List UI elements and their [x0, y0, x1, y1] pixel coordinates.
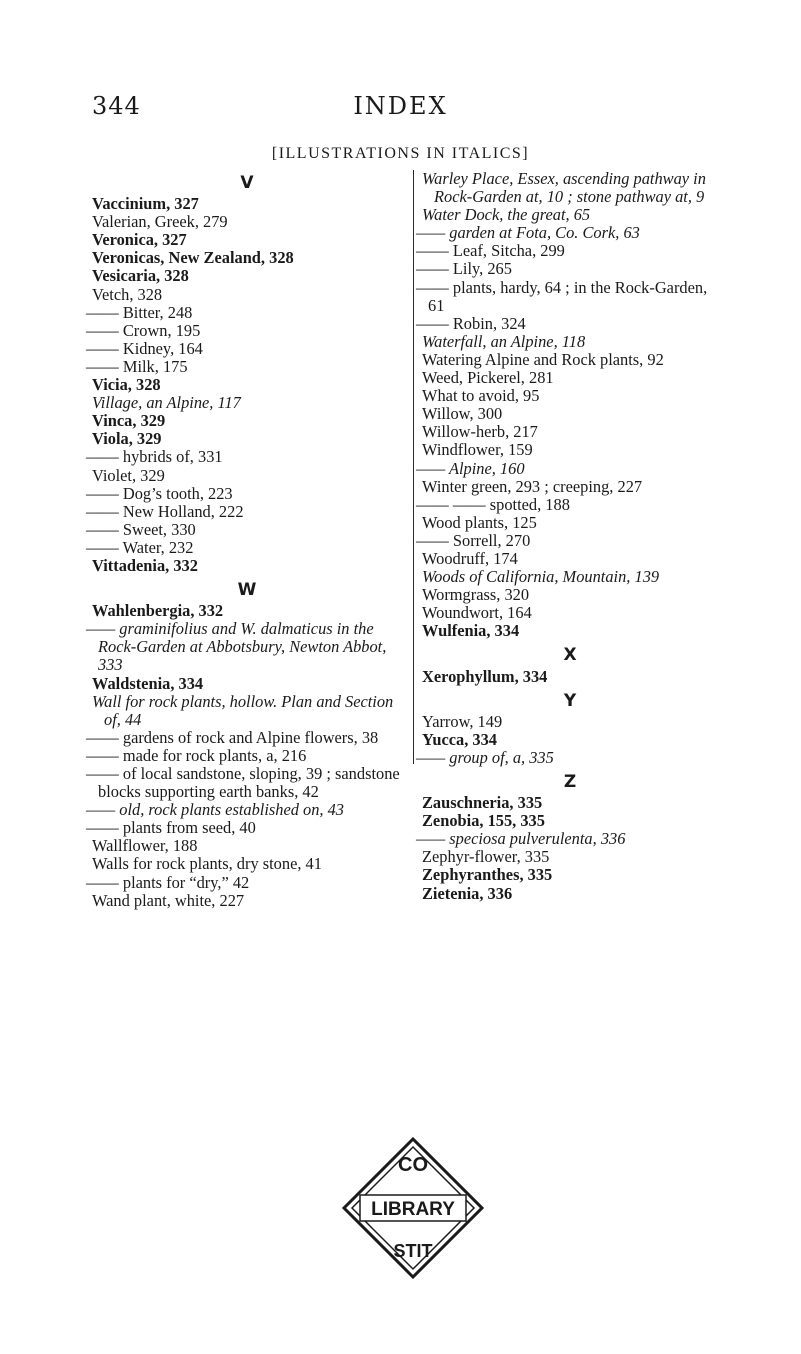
- section-letter: Z: [563, 772, 577, 792]
- index-entry: Vinca, 329: [92, 411, 166, 431]
- index-entry: Walls for rock plants, dry stone, 41: [92, 854, 322, 874]
- index-entry: Zephyr-flower, 335: [422, 847, 550, 867]
- index-entry: Yarrow, 149: [422, 711, 503, 731]
- index-entry: Xerophyllum, 334: [422, 666, 548, 686]
- page-header: [0, 92, 801, 132]
- index-entry: —— Dog’s tooth, 223: [86, 483, 233, 503]
- index-entry: Wormgrass, 320: [422, 585, 530, 605]
- section-letter: X: [563, 645, 577, 666]
- index-entry: —— Milk, 175: [86, 356, 188, 376]
- index-entry: Willow, 300: [422, 404, 503, 424]
- index-entry: Woundwort, 164: [422, 603, 532, 623]
- index-entry: Wall for rock plants, hollow. Plan and Section of, 44: [92, 691, 394, 729]
- index-entry: Wahlenbergia, 332: [92, 601, 224, 621]
- index-entry: Violet, 329: [92, 465, 165, 485]
- index-entry: —— of local sandstone, sloping, 39 ; sandstone blocks supporting earth banks, 42: [86, 764, 400, 802]
- index-entry: Waldstenia, 334: [92, 673, 204, 693]
- index-entry: Yucca, 334: [422, 729, 497, 749]
- index-entry: —— speciosa pulverulenta, 336: [416, 829, 626, 849]
- index-entry: Willow-herb, 217: [422, 422, 538, 442]
- index-entry: Zephyranthes, 335: [422, 865, 553, 885]
- section-letter: V: [240, 173, 254, 193]
- stamp-middle-text: LIBRARY: [371, 1199, 455, 1220]
- index-entry: Wood plants, 125: [422, 512, 537, 532]
- index-entry: —— Alpine, 160: [416, 458, 525, 478]
- index-entry: Veronica, 327: [92, 230, 187, 250]
- index-entry: Woodruff, 174: [422, 548, 518, 568]
- index-entry: —— Leaf, Sitcha, 299: [416, 241, 565, 261]
- index-entry: —— Sorrell, 270: [416, 530, 531, 550]
- page-number: 344: [92, 92, 141, 120]
- index-entry: Wand plant, white, 227: [92, 890, 245, 910]
- index-entry: —— group of, a, 335: [416, 747, 554, 767]
- section-letter: Y: [563, 690, 577, 711]
- index-column-right: [413, 169, 718, 903]
- index-entry: —— —— spotted, 188: [416, 494, 570, 514]
- section-letter: W: [237, 580, 257, 601]
- stamp-top-text: CO: [398, 1154, 428, 1176]
- index-entry: Vesicaria, 328: [92, 266, 189, 286]
- index-entry: Water Dock, the great, 65: [422, 205, 591, 225]
- index-entry: —— Robin, 324: [416, 313, 526, 333]
- index-entry: Vicia, 328: [92, 375, 161, 395]
- index-entry: Weed, Pickerel, 281: [422, 368, 554, 388]
- index-entry: Vaccinium, 327: [92, 194, 199, 214]
- index-entry: Windflower, 159: [422, 440, 533, 460]
- index-entry: —— Crown, 195: [86, 320, 201, 340]
- index-entry: Watering Alpine and Rock plants, 92: [422, 349, 664, 369]
- index-entry: Zenobia, 155, 335: [422, 811, 545, 831]
- index-entry: —— Sweet, 330: [86, 519, 196, 539]
- illustrations-note: [ILLUSTRATIONS IN ITALICS]: [271, 145, 530, 162]
- index-entry: Zauschneria, 335: [422, 793, 543, 813]
- index-entry: —— New Holland, 222: [86, 501, 244, 521]
- index-entry: Woods of California, Mountain, 139: [422, 567, 660, 587]
- index-entry: —— plants, hardy, 64 ; in the Rock-Garden, 61: [416, 277, 708, 315]
- index-entry: Village, an Alpine, 117: [92, 393, 241, 413]
- index-entry: —— garden at Fota, Co. Cork, 63: [416, 223, 640, 243]
- index-entry: Valerian, Greek, 279: [92, 212, 228, 232]
- index-entry: Vetch, 328: [92, 284, 163, 304]
- index-entry: —— old, rock plants established on, 43: [86, 800, 344, 820]
- index-entry: Wallflower, 188: [92, 836, 198, 856]
- index-entry: Veronicas, New Zealand, 328: [92, 248, 294, 268]
- index-entry: —— Bitter, 248: [86, 302, 193, 322]
- index-entry: Zietenia, 336: [422, 883, 513, 903]
- index-entry: —— Kidney, 164: [86, 338, 203, 358]
- index-entry: Vittadenia, 332: [92, 555, 198, 575]
- library-stamp-icon: [338, 1133, 488, 1283]
- index-entry: Winter green, 293 ; creeping, 227: [422, 476, 643, 496]
- index-entry: What to avoid, 95: [422, 386, 540, 406]
- index-entry: —— gardens of rock and Alpine flowers, 38: [86, 727, 379, 747]
- index-entry: Wulfenia, 334: [422, 621, 520, 641]
- index-entry: Waterfall, an Alpine, 118: [422, 331, 586, 351]
- index-entry: —— graminifolius and W. dalmaticus in the Rock-Garden at Abbotsbury, Newton Abbot, 333: [86, 619, 387, 675]
- index-entry: —— Water, 232: [86, 537, 194, 557]
- stamp-bottom-text: STIT: [393, 1241, 433, 1261]
- index-entry: Warley Place, Essex, ascending pathway in Rock-Garden at, 10 ; stone pathway at, 9: [422, 169, 706, 207]
- index-entry: —— Lily, 265: [416, 259, 512, 279]
- index-column-left: [86, 168, 402, 910]
- index-entry: —— plants from seed, 40: [86, 818, 256, 838]
- index-entry: Viola, 329: [92, 429, 162, 449]
- index-entry: —— plants for “dry,” 42: [86, 872, 250, 892]
- index-entry: —— hybrids of, 331: [86, 447, 223, 467]
- page-title: INDEX: [353, 92, 448, 120]
- index-entry: —— made for rock plants, a, 216: [86, 745, 307, 765]
